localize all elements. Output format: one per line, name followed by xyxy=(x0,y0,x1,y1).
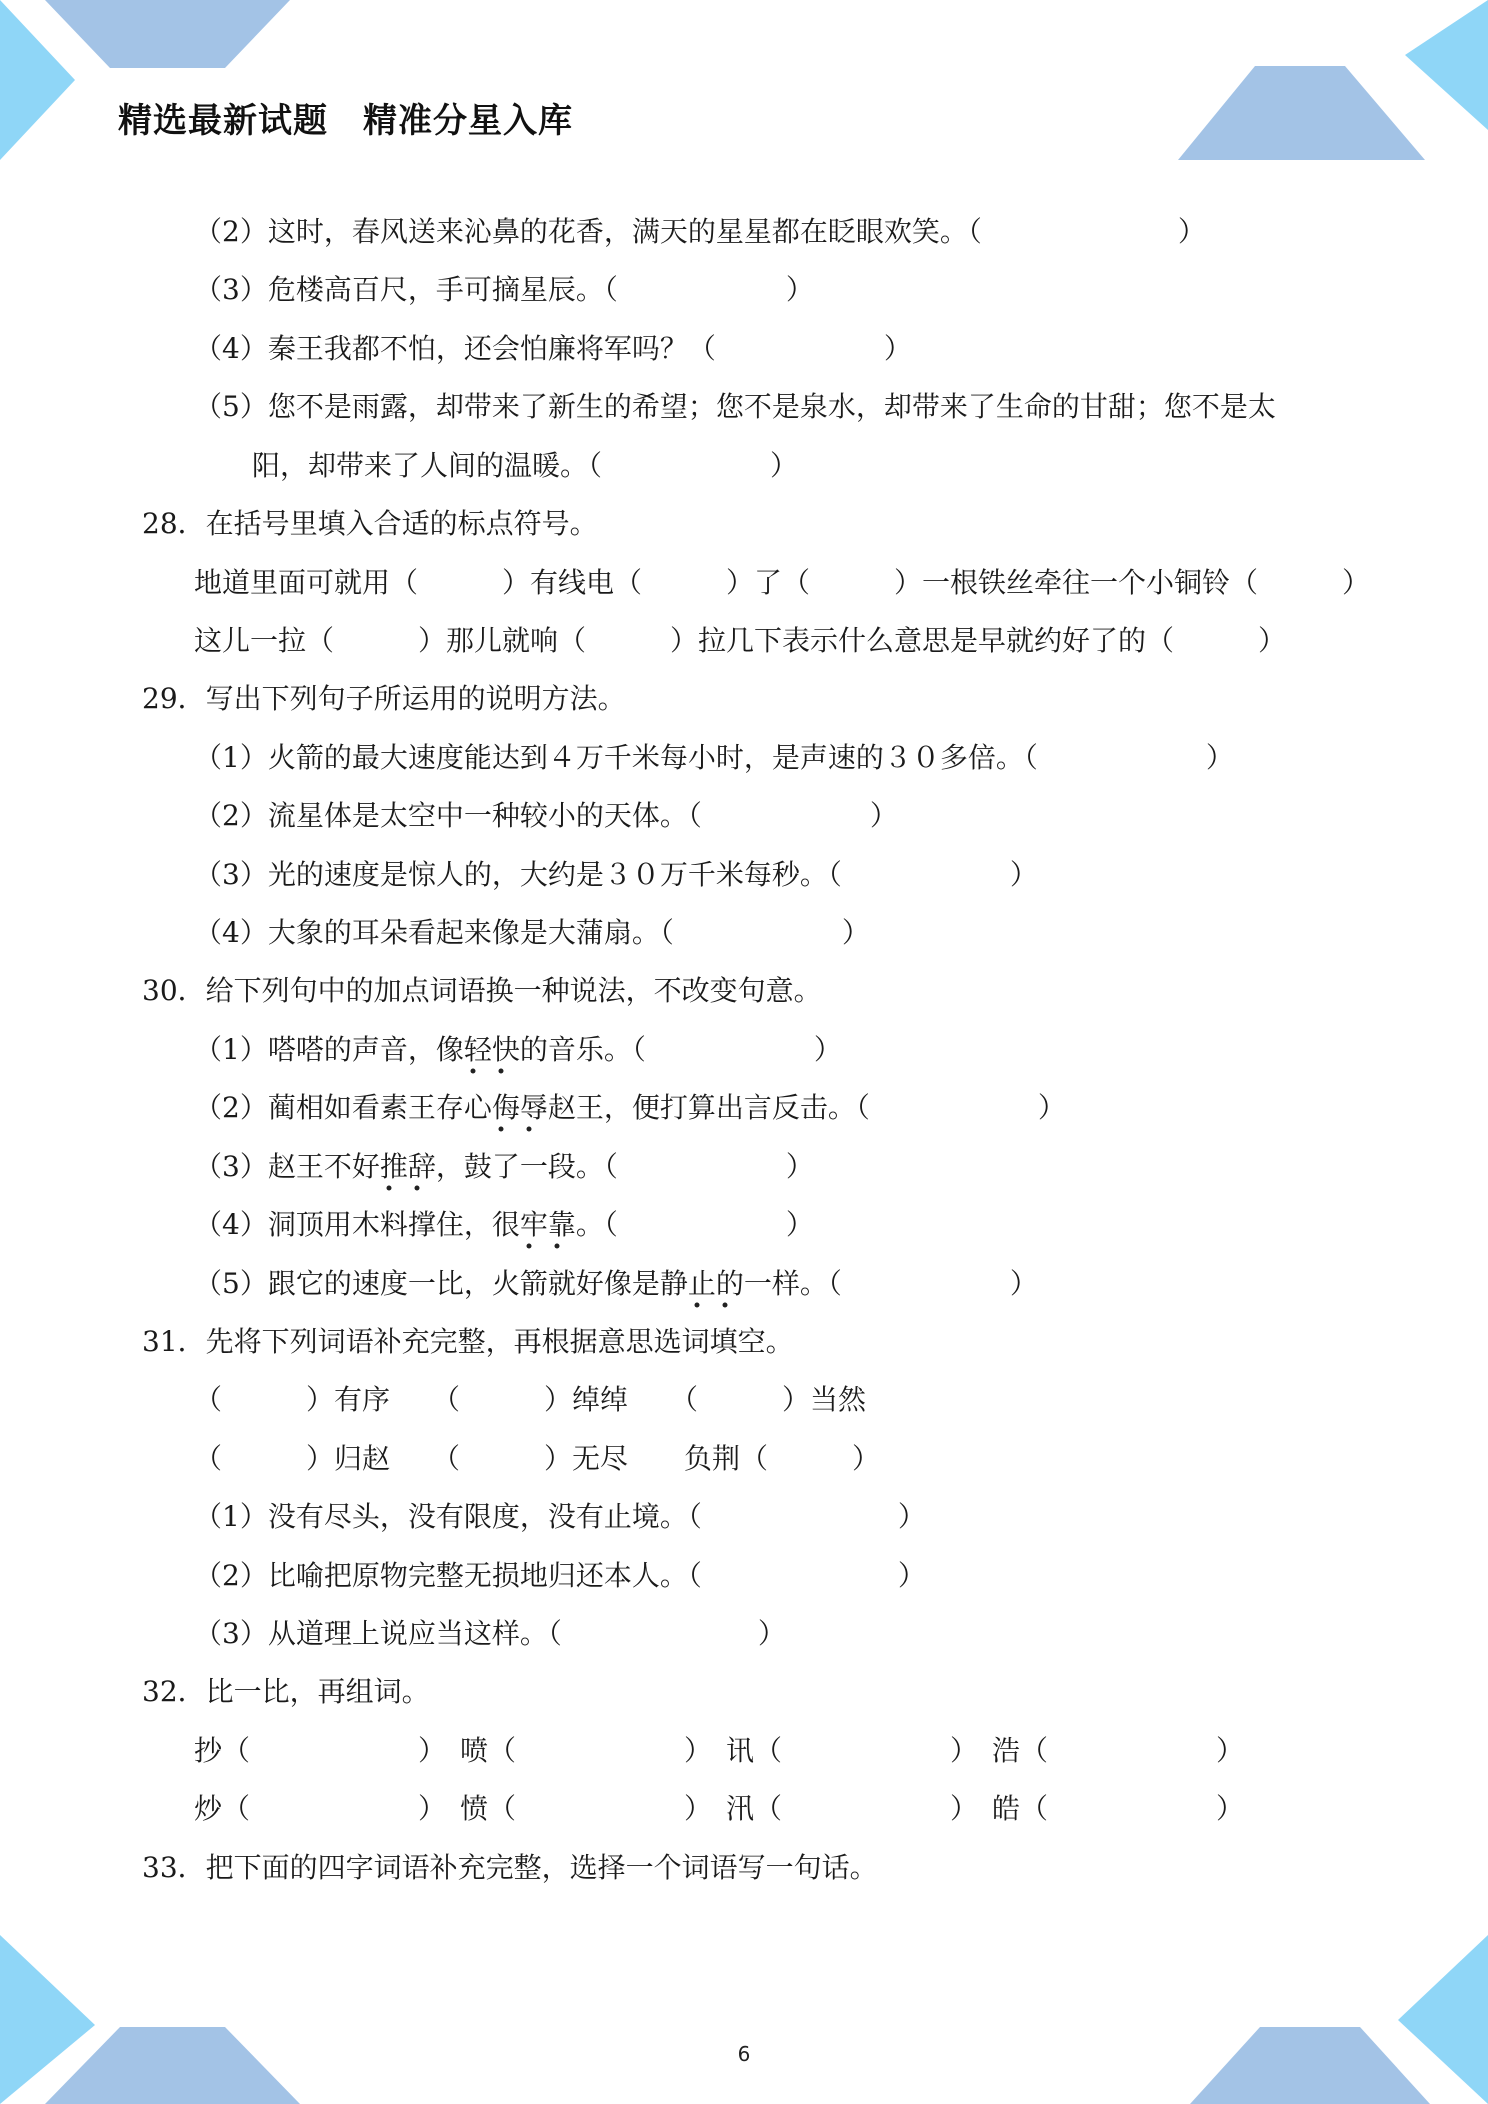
question-30-item-2: （2）蔺相如看素王存心侮辱赵王，便打算出言反击。（ ） xyxy=(194,1091,1066,1124)
question-27-item-5: （5）您不是雨露，却带来了新生的希望；您不是泉水，却带来了生命的甘甜；您不是太 xyxy=(194,390,1276,423)
emphasis-dot xyxy=(527,1244,532,1249)
emphasis-dot xyxy=(527,1127,532,1132)
question-27-item-2: （2）这时，春风送来沁鼻的花香，满天的星星都在眨眼欢笑。（ ） xyxy=(194,215,1206,248)
question-28-line-1: 地道里面可就用（ ）有线电（ ）了（ ）一根铁丝牵往一个小铜铃（ ） xyxy=(194,566,1371,599)
question-31-words-2: （ ）归赵 （ ）无尽 负荆（ ） xyxy=(194,1442,881,1475)
emphasis-dot xyxy=(499,1127,504,1132)
question-31-item-1: （1）没有尽头，没有限度，没有止境。（ ） xyxy=(194,1500,926,1533)
emphasis-dot xyxy=(387,1186,392,1191)
question-30-item-5: （5）跟它的速度一比，火箭就好像是静止的一样。（ ） xyxy=(194,1267,1038,1300)
emphasis-dot xyxy=(415,1186,420,1191)
question-31-item-3: （3）从道理上说应当这样。（ ） xyxy=(194,1617,786,1650)
question-32-row-2: 炒（ ） 愤（ ） 汛（ ） 皓（ ） xyxy=(194,1792,1245,1825)
question-28-line-2: 这儿一拉（ ）那儿就响（ ）拉几下表示什么意思是早就约好了的（ ） xyxy=(194,624,1287,657)
question-32-title: 32．比一比，再组词。 xyxy=(142,1675,430,1708)
question-30-title: 30．给下列句中的加点词语换一种说法，不改变句意。 xyxy=(142,974,822,1007)
question-27-item-3: （3）危楼高百尺，手可摘星辰。（ ） xyxy=(194,273,814,306)
question-30-item-1: （1）嗒嗒的声音，像轻快的音乐。（ ） xyxy=(194,1033,842,1066)
question-29-item-2: （2）流星体是太空中一种较小的天体。（ ） xyxy=(194,799,898,832)
question-32-row-1: 抄（ ） 喷（ ） 讯（ ） 浩（ ） xyxy=(194,1734,1245,1767)
question-31-title: 31．先将下列词语补充完整，再根据意思选词填空。 xyxy=(142,1325,794,1358)
question-27-item-5-cont: 阳，却带来了人间的温暖。（ ） xyxy=(252,449,799,482)
emphasis-dot xyxy=(499,1069,504,1074)
header-title: 精选最新试题 精准分星入库 xyxy=(118,101,573,141)
emphasis-dot xyxy=(695,1303,700,1308)
question-29-title: 29．写出下列句子所运用的说明方法。 xyxy=(142,682,626,715)
question-30-item-3: （3）赵王不好推辞，鼓了一段。（ ） xyxy=(194,1150,814,1183)
emphasis-dot xyxy=(723,1303,728,1308)
question-30-item-4: （4）洞顶用木料撑住，很牢靠。（ ） xyxy=(194,1208,814,1241)
question-31-words-1: （ ）有序 （ ）绰绰 （ ）当然 xyxy=(194,1383,867,1416)
question-29-item-3: （3）光的速度是惊人的，大约是３０万千米每秒。（ ） xyxy=(194,858,1038,891)
page-number: 6 xyxy=(737,2042,751,2066)
emphasis-dot xyxy=(555,1244,560,1249)
question-31-item-2: （2）比喻把原物完整无损地归还本人。（ ） xyxy=(194,1559,926,1592)
emphasis-dot xyxy=(471,1069,476,1074)
question-28-title: 28．在括号里填入合适的标点符号。 xyxy=(142,507,598,540)
question-33-title: 33．把下面的四字词语补充完整，选择一个词语写一句话。 xyxy=(142,1851,878,1884)
question-29-item-1: （1）火箭的最大速度能达到４万千米每小时，是声速的３０多倍。（ ） xyxy=(194,741,1234,774)
question-29-item-4: （4）大象的耳朵看起来像是大蒲扇。（ ） xyxy=(194,916,870,949)
question-27-item-4: （4）秦王我都不怕，还会怕廉将军吗？（ ） xyxy=(194,332,912,365)
